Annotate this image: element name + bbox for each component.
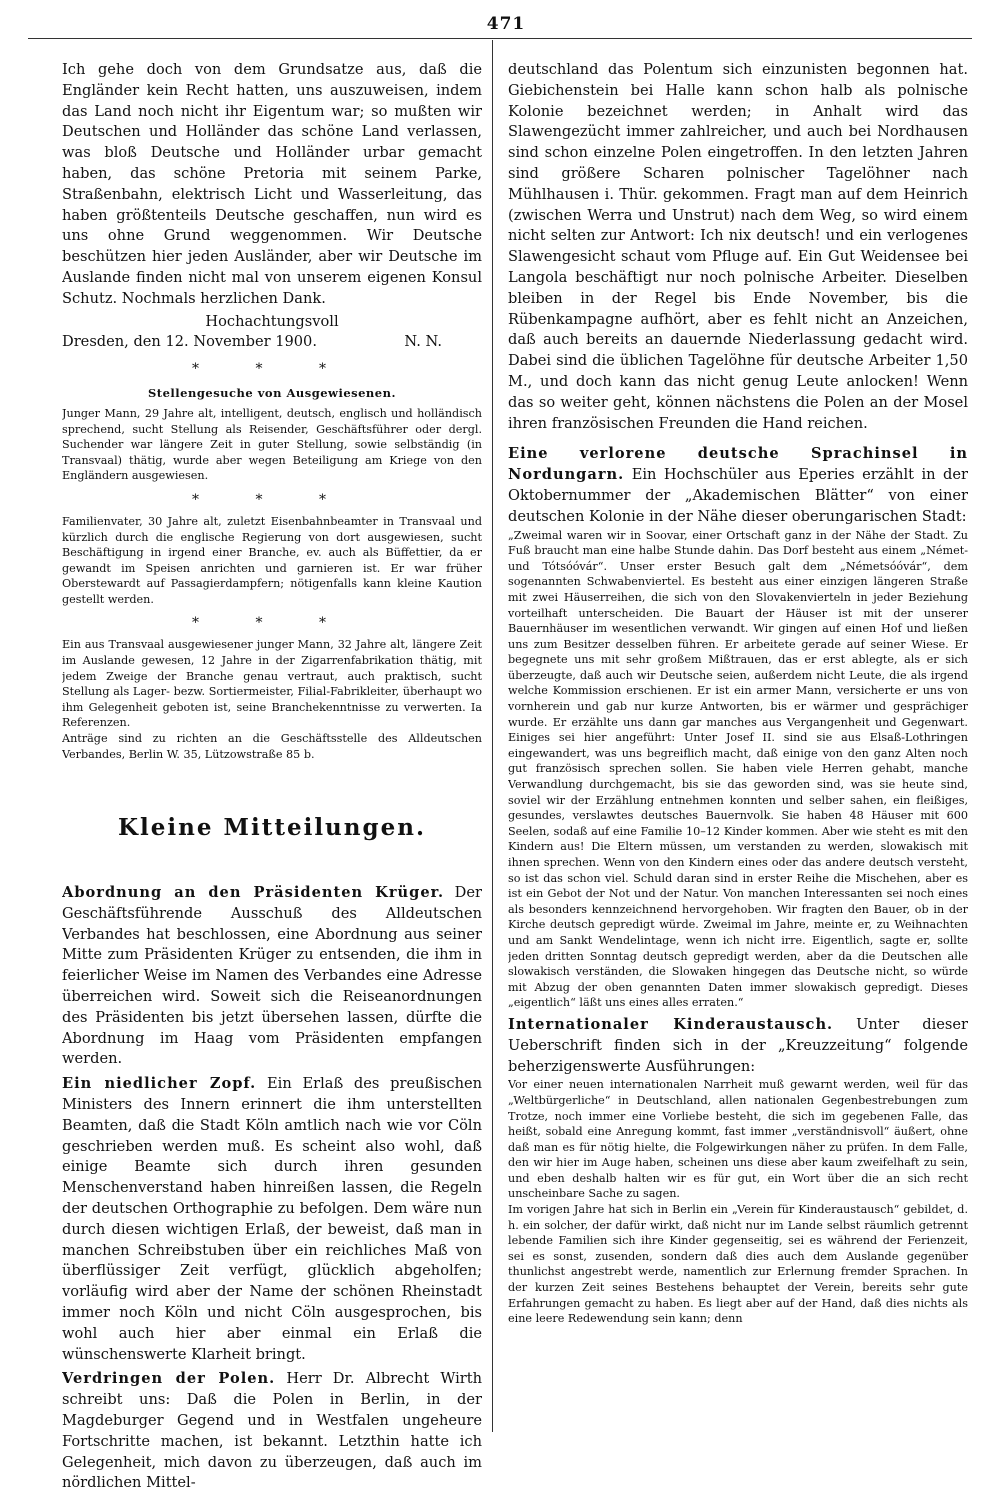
article-sprachinsel [508,444,968,527]
job-ad-2: Familienvater, 30 Jahre alt, zuletzt Eisenbahnbeamter in Transvaal und kürzlich durch die englische Regierung von dort ausgewiesen, sucht Beschäftigung in irgend einer Branche, ev. auch als Büffettier, da er gewandt im Speisen anrichten und garnieren ist. Er war früher Oberstewardt auf Passagierdampfern; nötigenfalls kann kleine Kaution gestellt werden. [62,514,482,606]
column-divider [492,40,493,1432]
separator-stars: * * * [192,491,352,508]
article-body: Ein Erlaß des preußischen Ministers des Innern erinnert die ihm unterstellten Beamten, daß die Stadt Köln amtlich nach wie vor Cöln geschrieben werden muß. Es scheint also wohl, daß einige Beamte sich durch ihren gesunden Menschenverstand haben hinreißen lassen, die Regeln der deutschen Orthographie zu befolgen. Dem wäre nun durch diesen wichtigen Erlaß, der beweist, daß man in manchen Schreibstuben über ein reichliches Maß von überflüssiger Zeit verfügt, glücklich abgeholfen; vorläufig wird aber der Name der schönen Rheinstadt immer noch Köln und nicht Cöln ausgesprochen, bis wohl auch hier aber einmal ein Erlaß die wünschenswerte Klarheit bringt. [62,1075,482,1363]
article-heading: Ein niedlicher Zopf. [62,1075,257,1093]
header-rule [28,38,972,39]
letter-date-line [62,332,482,353]
letter-signature: N. N. [404,333,442,351]
article-abordnung [62,883,482,1070]
kinderaustausch-quote-1: Vor einer neuen internationalen Narrheit muß gewarnt werden, weil für das „Weltbürgerliche“ in Deutschland, allen nationalen Gegenbestrebungen zum Trotze, noch immer eine Vorliebe besteht, die sich im gegebenen Falle, das heißt, sobald eine Anregung kommt, fast immer „verständnisvoll“ äußert, ohne daß man es für nötig hielte, die Folgewirkungen näher zu prüfen. In dem Falle, den wir hier im Auge haben, scheinen uns diese aber kaum zweifelhaft zu sein, und eben deshalb halten wir es für gut, ein Wort über die an sich recht unscheinbare Sache zu sagen. [508,1078,968,1201]
article-heading: Internationaler Kinderaustausch. [508,1015,834,1033]
article-body: Herr Dr. Albrecht Wirth schreibt uns: Daß die Polen in Berlin, in der Magdeburger Gegend und in Westfalen ungeheure Fortschritte machen, ist bekannt. Letzthin hatte ich Gelegenheit, mich davon zu überzeugen, daß auch im nördlichen Mittel- [62,1370,482,1492]
letter-text: Ich gehe doch von dem Grundsatze aus, daß die Engländer kein Recht hatten, uns auszuweisen, indem das Land noch nicht ihr Eigentum war; so mußten wir Deutschen und Holländer das schöne Land verlassen, was bloß Deutsche und Holländer urbar gemacht haben, das schöne Pretoria mit seinem Parke, Straßenbahn, elektrisch Licht und Wasserleitung, das haben größtenteils Deutsche geschaffen, nun wird es uns ohne Grund weggenommen. Wir Deutsche beschützen hier jeden Ausländer, aber wir Deutsche im Auslande finden nicht mal von unserem eigenen Konsul Schutz. Nochmals herzlichen Dank. [62,61,482,307]
article-body: Unter dieser Ueberschrift finden sich in der „Kreuzzeitung“ folgende beherzigenswerte Ausführungen: [508,1015,968,1075]
article-zopf [62,1074,482,1365]
job-ad-1: Junger Mann, 29 Jahre alt, intelligent, deutsch, englisch und holländisch sprechend, sucht Stellung als Reisender, Geschäftsführer oder dergl. Suchender war längere Zeit in guter Stellung, sowie selbständig (in Transvaal) thätig, wurde aber wegen Beteiligung am Kriege von den Engländern ausgewiesen. [62,406,482,483]
article-body: Ein Hochschüler aus Eperies erzählt in der Oktobernummer der „Akademischen Blätter“ von einer deutschen Kolonie in der Nähe dieser oberungarischen Stadt: [508,466,968,525]
stellengesuche-title: Stellengesuche von Ausgewiesenen. [148,386,396,401]
article-kinderaustausch [508,1015,968,1077]
article-polen-continued: deutschland das Polentum sich einzunisten begonnen hat. Giebichenstein bei Halle kann schon halb als polnische Kolonie bezeichnet werden; in Anhalt wird das Slawengezücht immer zahlreicher, und auch bei Nordhausen sind schon einzelne Polen eingetroffen. In den letzten Jahren sind größere Scharen polnischer Tagelöhner nach Mühlhausen i. Thür. gekommen. Fragt man auf dem Heinrich (zwischen Werra und Unstrut) nach dem Weg, so wird einem nicht selten zur Antwort: Ich nix deutsch! und ein verlogenes Slawengesicht schaut vom Pfluge auf. Ein Gut Weidensee bei Langola beschäftigt nur noch polnische Arbeiter. Dieselben bleiben in der Regel bis Ende November, bis die Rübenkampagne aufhört, aber es fehlt nicht an Anzeichen, daß auch bereits an dauernde Niederlassung gedacht wird. Dabei sind die üblichen Tagelöhne für deutsche Arbeiter 1,50 M., und doch kann das nicht genug Leute anlocken! Wenn das so weiter geht, können nächstens die Polen an der Mosel ihren französischen Freunden die Hand reichen. [508,61,968,432]
article-heading: Verdringen der Polen. [62,1370,276,1388]
page-number: 471 [486,14,526,34]
separator-stars: * * * [192,615,352,632]
kinderaustausch-quote-2: Im vorigen Jahre hat sich in Berlin ein „Verein für Kinderaustausch“ gebildet, d. h. ein solcher, der dafür wirkt, daß nicht nur im Lande selbst räumlich getrennt lebende Familien sich ihre Kinder gegenseitig, sei es während der Ferienzeit, sei es sonst, zusenden, sondern daß dies auch dem Auslande gegenüber thunlichst angestrebt werde, namentlich zur Erlernung fremder Sprachen. In der kurzen Zeit seines Bestehens behauptet der Verein, bereits sehr gute Erfahrungen gemacht zu haben. Es liegt aber auf der Hand, daß dies nichts als eine leere Redewendung sein kann; denn [508,1203,968,1326]
separator-stars: * * * [192,361,352,378]
article-heading: Abordnung an den Präsidenten Krüger. [62,884,445,902]
sprachinsel-quote: „Zweimal waren wir in Soovar, einer Ortschaft ganz in der Nähe der Stadt. Zu Fuß braucht man eine halbe Stunde dahin. Das Dorf besteht aus einem „Német- und Tótsóóvár“. Unser erster Besuch galt dem „Németsóóvár“, dem sogenannten Schwabenviertel. Es besteht aus einer einzigen längeren Straße mit zwei Häuserreihen, die sich von den Slovakenvierteln in jeder Beziehung vorteilhaft unterscheiden. Die Bauart der Häuser ist mit der unserer Bauernhäuser im wesentlichen verwandt. Wir gingen auf einen Hof und ließen uns zum Besitzer desselben führen. Er arbeitete gerade auf seiner Wiese. Er begegnete uns mit sehr großem Mißtrauen, das er erst ablegte, als er sich überzeugte, daß auch wir Deutsche seien, außerdem nicht Leute, die als irgend welche Kommission erschienen. Er ist ein armer Mann, versicherte er uns von vornherein und gab nur kurze Antworten, bis er wärmer und gesprächiger wurde. Er erzählte uns dann gar manches aus Vergangenheit und Gegenwart. Einiges sei hier angeführt: Unter Josef II. sind sie aus Elsaß-Lothringen eingewandert, was uns begreiflich macht, daß einige von den ganz Alten noch gut französisch sprechen sollen. Sie haben viele Herren gehabt, manche Verwandlung durchgemacht, bis sie das geworden sind, was sie heute sind, soviel wir der Erzählung entnehmen konnten und selber sahen, ein fleißiges, gesundes, verslawtes deutsches Bauernvolk. Sie haben 48 Häuser mit 600 Seelen, sodaß auf eine Familie 10–12 Kinder kommen. Aber wie steht es mit den Kindern aus! Die Eltern müssen, um verstanden zu werden, slowakisch mit ihnen sprechen. Wenn von den Kindern eines oder das andere deutsch versteht, so ist das schon viel. Schuld daran sind in erster Reihe die Mischehen, aber es ist ein Gebot der Not und der Natur. Von manchen Interessanten sei noch eines als besonders kennzeichnend hervorgehoben. Wir fragten den Bauer, ob in der Kirche deutsch gepredigt würde. Zweimal im Jahre, meinte er, zu Weihnachten und am Sankt Wendelintage, wenn ich nicht irre. Eigentlich, sagte er, sollte jeden dritten Sonntag deutsch gepredigt werden, aber da die Deutschen alle slowakisch verständen, die Slowaken hingegen das Deutsche nicht, so würde mit Abzug der oben genannten Daten immer slowakisch gepredigt. Dieses „eigentlich“ läßt uns eines alles erraten.“ [508,528,968,1010]
letter-date: Dresden, den 12. November 1900. [62,333,317,351]
left-column [62,60,482,1494]
right-column [508,60,968,1327]
letter-closing: Hochachtungsvoll [205,312,339,330]
job-ad-3: Ein aus Transvaal ausgewiesener junger Mann, 32 Jahre alt, längere Zeit im Auslande gewesen, 12 Jahre in der Zigarrenfabrikation thätig, mit jedem Zweige der Branche genau vertraut, auch praktisch, sucht Stellung als Lager- bezw. Sortiermeister, Filial-Fabrikleiter, überhaupt wo ihm Gelegenheit geboten ist, seine Branchekenntnisse zu verwerten. Ia Referenzen. [62,638,482,730]
article-body: Der Geschäftsführende Ausschuß des Alldeutschen Verbandes hat beschlossen, eine Abordnung aus seiner Mitte zum Präsidenten Krüger zu entsenden, die ihm in feierlicher Weise im Namen des Verbandes eine Adresse überreichen wird. Soweit sich die Reiseanordnungen des Präsidenten bis jetzt übersehen lassen, dürfte die Abordnung im Haag vom Präsidenten empfangen werden. [62,884,482,1068]
section-title: Kleine Mitteilungen. [118,814,426,842]
article-heading: Eine verlorene deutsche Sprachinsel in Nordungarn. [508,445,968,484]
job-ad-contact: Anträge sind zu richten an die Geschäftsstelle des Alldeutschen Verbandes, Berlin W. 35, Lützowstraße 85 b. [62,732,482,761]
article-polen [62,1369,482,1494]
